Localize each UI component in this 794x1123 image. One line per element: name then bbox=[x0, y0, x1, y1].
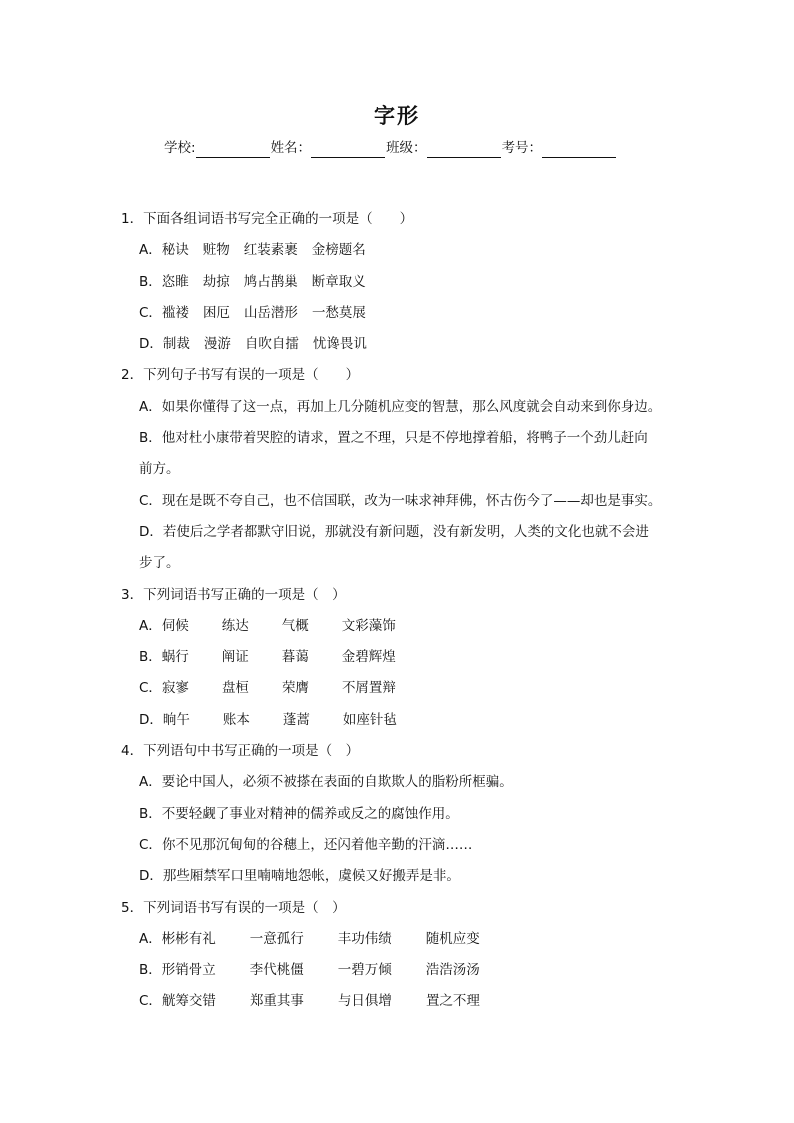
option-word: 不屑置辩 bbox=[341, 680, 396, 697]
option-b bbox=[121, 642, 701, 673]
option-text: 若使后之学者都默守旧说，那就没有新问题，没有新发明，人类的文化也就不会进 bbox=[162, 523, 649, 540]
option-letter: D． bbox=[139, 523, 163, 540]
option-text: 不要轻觑了事业对精神的儒养或反之的腐蚀作用。 bbox=[161, 805, 459, 822]
question-stem bbox=[121, 204, 701, 235]
option-d-continuation: 步了。 bbox=[139, 555, 180, 572]
question-stem bbox=[121, 893, 701, 924]
option-word: 浩浩汤汤 bbox=[425, 962, 480, 979]
question-text: 下列词语书写正确的一项是（ ） bbox=[143, 586, 346, 603]
option-word: 自吹自擂 bbox=[244, 336, 299, 353]
option-word: 一碧万倾 bbox=[337, 962, 392, 979]
name-label: 姓名： bbox=[270, 140, 312, 156]
option-letter: A． bbox=[139, 398, 162, 415]
option-letter: A． bbox=[139, 242, 162, 259]
option-letter: A． bbox=[139, 930, 162, 947]
question-number: 5． bbox=[121, 899, 144, 916]
school-blank[interactable] bbox=[196, 141, 270, 158]
option-letter: C． bbox=[139, 680, 162, 697]
option-text: 现在是既不夸自己，也不信国联，改为一味求神拜佛，怀古伤今了——却也是事实。 bbox=[161, 492, 662, 509]
exam-number-blank[interactable] bbox=[542, 141, 616, 158]
option-word: 断章取义 bbox=[311, 273, 366, 290]
option-a bbox=[121, 767, 701, 798]
option-letter: C． bbox=[139, 492, 162, 509]
option-text: 那些厢禁军口里喃喃地怨帐，虞候又好搬弄是非。 bbox=[162, 868, 460, 885]
option-text: 如果你懂得了这一点，再加上几分随机应变的智慧，那么风度就会自动来到你身边。 bbox=[161, 398, 662, 415]
option-word: 李代桃僵 bbox=[249, 962, 304, 979]
option-word: 漫游 bbox=[203, 336, 231, 353]
name-blank[interactable] bbox=[311, 141, 385, 158]
option-d bbox=[121, 329, 701, 360]
option-letter: D． bbox=[139, 868, 163, 885]
option-c bbox=[121, 673, 701, 704]
option-b bbox=[121, 955, 701, 986]
option-c bbox=[121, 986, 701, 1017]
question-stem bbox=[121, 580, 701, 611]
option-c bbox=[121, 830, 701, 861]
exam-number-label: 考号： bbox=[501, 140, 543, 156]
question-stem bbox=[121, 360, 701, 391]
option-a bbox=[121, 924, 701, 955]
option-a bbox=[121, 392, 701, 423]
student-info-row bbox=[164, 138, 617, 158]
option-b bbox=[121, 799, 701, 830]
option-letter: C． bbox=[139, 993, 162, 1010]
option-word: 恣睢 bbox=[161, 273, 189, 290]
option-word: 账本 bbox=[222, 711, 250, 728]
option-text: 他对杜小康带着哭腔的请求，置之不理，只是不停地撑着船，将鸭子一个劲儿赶向 bbox=[161, 430, 648, 447]
class-blank[interactable] bbox=[427, 141, 501, 158]
question-3 bbox=[121, 580, 701, 736]
option-word: 困厄 bbox=[202, 304, 230, 321]
option-word: 制裁 bbox=[162, 336, 190, 353]
option-c bbox=[121, 298, 701, 329]
option-a bbox=[121, 235, 701, 266]
option-d bbox=[121, 705, 701, 736]
option-a bbox=[121, 611, 701, 642]
option-word: 形销骨立 bbox=[161, 962, 216, 979]
question-text: 下列语句中书写正确的一项是（ ） bbox=[143, 743, 360, 760]
option-word: 暮蔼 bbox=[281, 649, 309, 666]
question-list bbox=[121, 204, 701, 1018]
option-letter: B． bbox=[139, 649, 162, 666]
option-letter: B． bbox=[139, 273, 162, 290]
option-letter: C． bbox=[139, 836, 162, 853]
option-word: 鸠占鹊巢 bbox=[243, 273, 298, 290]
option-word: 晌午 bbox=[162, 711, 190, 728]
option-word: 伺候 bbox=[161, 617, 189, 634]
option-word: 文彩藻饰 bbox=[341, 617, 396, 634]
question-text: 下列句子书写有误的一项是（ ） bbox=[143, 367, 360, 384]
option-word: 寂寥 bbox=[161, 680, 189, 697]
option-word: 劫掠 bbox=[202, 273, 230, 290]
option-word: 随机应变 bbox=[425, 930, 480, 947]
option-word: 盘桓 bbox=[221, 680, 249, 697]
option-word: 荣膺 bbox=[281, 680, 309, 697]
question-1 bbox=[121, 204, 701, 360]
question-stem bbox=[121, 736, 701, 767]
option-text: 要论中国人，必须不被搽在表面的自欺欺人的脂粉所框骗。 bbox=[161, 774, 513, 791]
option-word: 蜗行 bbox=[161, 649, 189, 666]
option-word: 阐证 bbox=[221, 649, 249, 666]
option-word: 红装素裹 bbox=[243, 242, 298, 259]
option-word: 金榜题名 bbox=[311, 242, 366, 259]
option-word: 山岳潜形 bbox=[243, 304, 298, 321]
option-word: 褴褛 bbox=[161, 304, 189, 321]
option-b-continuation: 前方。 bbox=[139, 461, 180, 478]
option-word: 如座针毡 bbox=[342, 711, 397, 728]
option-word: 与日俱增 bbox=[337, 993, 392, 1010]
option-letter: A． bbox=[139, 774, 162, 791]
option-word: 郑重其事 bbox=[249, 993, 304, 1010]
option-b bbox=[121, 267, 701, 298]
option-c bbox=[121, 486, 701, 517]
option-text: 你不见那沉甸甸的谷穗上，还闪着他辛勤的汗滴…… bbox=[161, 836, 473, 853]
option-word: 秘诀 bbox=[161, 242, 189, 259]
option-word: 置之不理 bbox=[425, 993, 480, 1010]
option-word: 气概 bbox=[281, 617, 309, 634]
option-word: 觥筹交错 bbox=[161, 993, 216, 1010]
question-text: 下面各组词语书写完全正确的一项是（ ） bbox=[143, 211, 414, 227]
option-word: 金碧辉煌 bbox=[341, 649, 396, 666]
option-letter: D． bbox=[139, 336, 163, 353]
page-title: 字形 bbox=[374, 104, 420, 128]
question-text: 下列词语书写有误的一项是（ ） bbox=[143, 899, 346, 916]
question-4 bbox=[121, 736, 701, 892]
class-label: 班级： bbox=[386, 140, 427, 156]
option-letter: C． bbox=[139, 304, 162, 321]
option-word: 练达 bbox=[221, 617, 249, 634]
option-word: 蓬蒿 bbox=[282, 711, 310, 728]
option-word: 彬彬有礼 bbox=[161, 930, 216, 947]
question-5 bbox=[121, 893, 701, 1018]
question-number: 1． bbox=[121, 211, 144, 227]
option-letter: A． bbox=[139, 617, 162, 634]
question-number: 4． bbox=[121, 743, 144, 760]
option-letter: B． bbox=[139, 430, 162, 447]
question-2 bbox=[121, 360, 701, 579]
option-letter: D． bbox=[139, 711, 163, 728]
school-label: 学校: bbox=[164, 140, 196, 156]
option-b bbox=[121, 423, 701, 454]
option-word: 一意孤行 bbox=[249, 930, 304, 947]
option-letter: B． bbox=[139, 805, 162, 822]
option-word: 丰功伟绩 bbox=[337, 930, 392, 947]
option-d bbox=[121, 861, 701, 892]
option-word: 忧谗畏讥 bbox=[312, 336, 367, 353]
option-word: 一愁莫展 bbox=[311, 304, 366, 321]
option-word: 赃物 bbox=[202, 242, 230, 259]
question-number: 3． bbox=[121, 586, 144, 603]
option-letter: B． bbox=[139, 962, 162, 979]
question-number: 2． bbox=[121, 367, 144, 384]
option-d bbox=[121, 517, 701, 548]
